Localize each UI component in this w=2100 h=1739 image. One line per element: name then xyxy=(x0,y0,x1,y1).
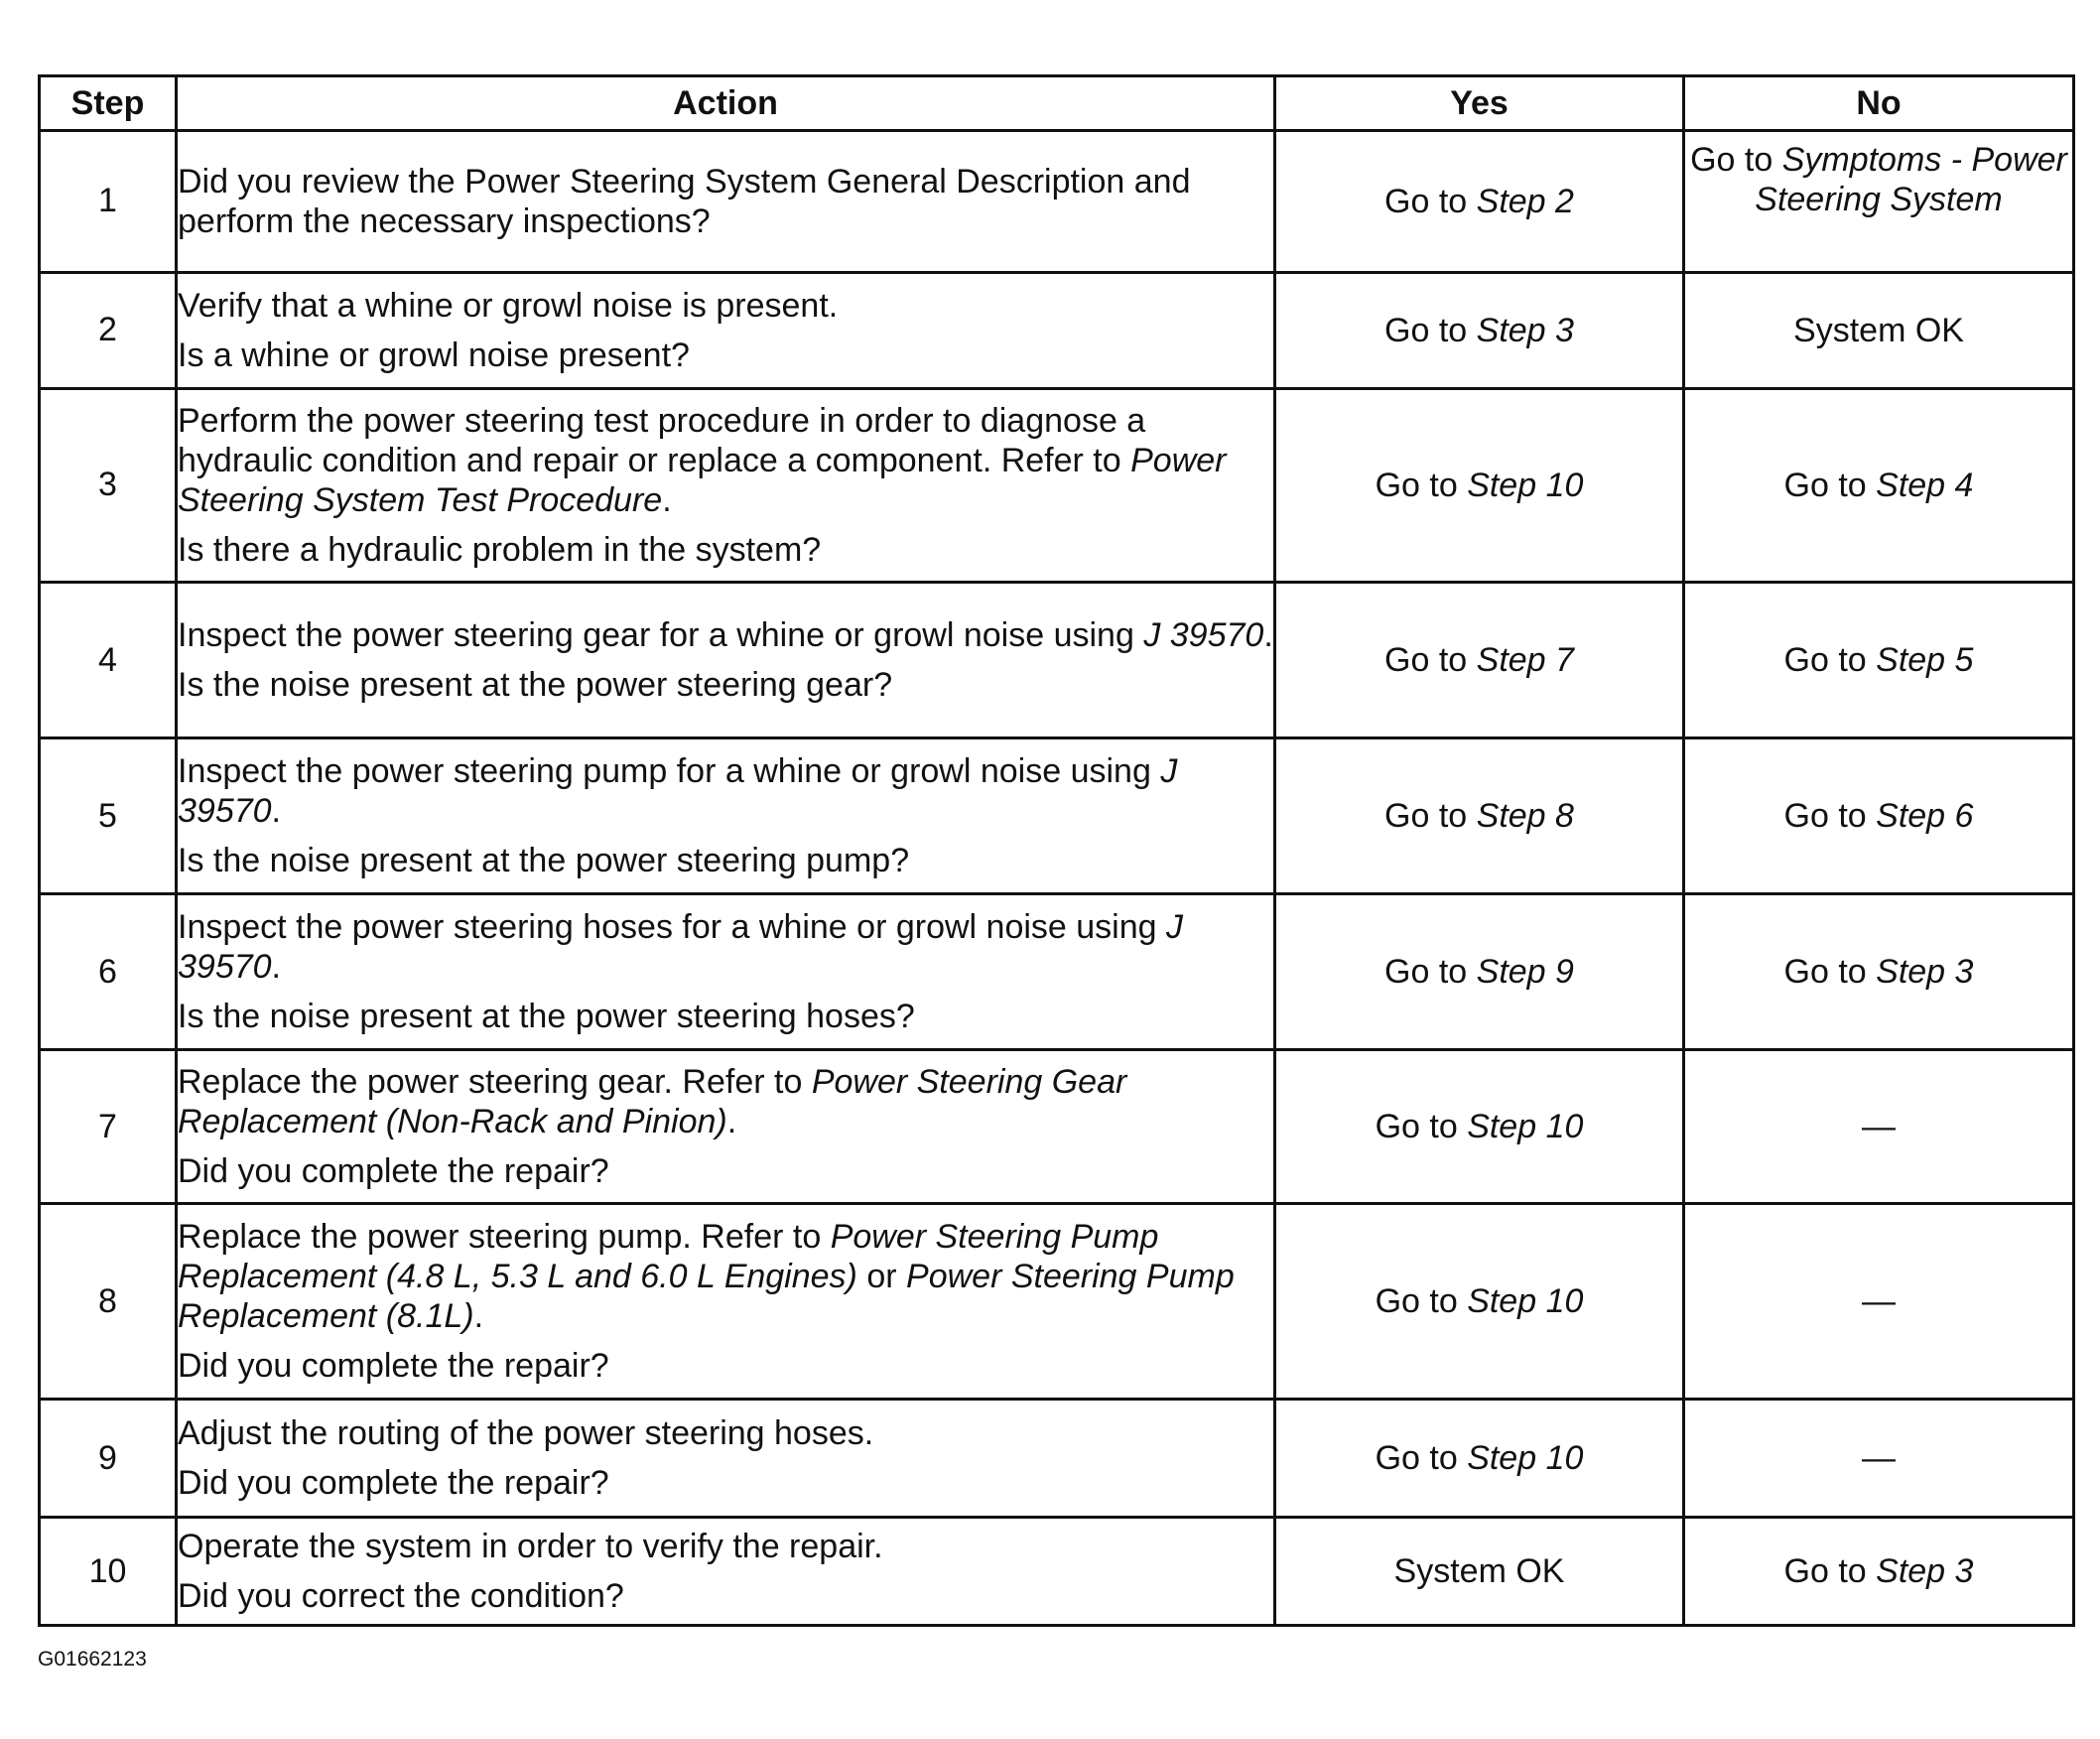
no-cell xyxy=(1684,1050,2074,1204)
action-text xyxy=(178,1062,1273,1141)
question-text: Did you correct the condition? xyxy=(178,1577,624,1616)
question-text: Is the noise present at the power steering pump? xyxy=(178,842,910,880)
yes-prefix: Go to xyxy=(1375,1439,1468,1478)
no-cell xyxy=(1684,131,2074,273)
step-number: 3 xyxy=(40,388,177,582)
action-cell xyxy=(177,1204,1275,1400)
action-reference[interactable]: J 39570 xyxy=(178,752,1178,831)
yes-link[interactable]: Step 9 xyxy=(1476,953,1574,992)
step-number: 7 xyxy=(40,1050,177,1204)
action-reference-2[interactable]: Power Steering Pump Replacement (8.1L) xyxy=(178,1258,1235,1336)
yes-link[interactable]: Step 8 xyxy=(1476,797,1574,836)
no-prefix: Go to xyxy=(1783,797,1877,836)
no-prefix: Go to xyxy=(1783,953,1877,992)
question-text: Did you complete the repair? xyxy=(178,1347,609,1386)
yes-cell xyxy=(1275,272,1684,388)
no-link[interactable]: Step 3 xyxy=(1876,1552,1974,1591)
step-number: 4 xyxy=(40,582,177,737)
action-cell xyxy=(177,1400,1275,1518)
yes-prefix: Go to xyxy=(1375,466,1468,504)
diagnostic-table-container xyxy=(38,74,2072,1627)
yes-link[interactable]: Step 10 xyxy=(1467,1439,1584,1478)
action-text-mid: or xyxy=(856,1258,907,1296)
yes-link[interactable]: Step 10 xyxy=(1467,466,1584,504)
yes-prefix: Go to xyxy=(1375,1108,1468,1146)
table-row xyxy=(40,388,2074,582)
yes-link[interactable]: Step 2 xyxy=(1476,182,1574,220)
yes-prefix: Go to xyxy=(1384,641,1477,679)
question-text: Is a whine or growl noise present? xyxy=(178,335,690,374)
action-cell xyxy=(177,1518,1275,1626)
no-cell xyxy=(1684,1518,2074,1626)
step-number: 10 xyxy=(40,1518,177,1626)
action-text: Adjust the routing of the power steering hoses. xyxy=(178,1414,874,1453)
step-number: 1 xyxy=(40,131,177,273)
action-reference[interactable]: Power Steering System Test Procedure xyxy=(178,441,1227,519)
yes-cell xyxy=(1275,1400,1684,1518)
no-dash: — xyxy=(1862,1282,1896,1321)
yes-link[interactable]: Step 10 xyxy=(1467,1282,1584,1321)
question-text: Did you complete the repair? xyxy=(178,1464,609,1503)
yes-prefix: Go to xyxy=(1384,797,1477,836)
no-prefix: Go to xyxy=(1783,466,1877,504)
action-text xyxy=(178,907,1273,987)
table-row xyxy=(40,1204,2074,1400)
no-cell xyxy=(1684,1204,2074,1400)
step-number: 2 xyxy=(40,272,177,388)
table-row xyxy=(40,131,2074,273)
no-cell xyxy=(1684,388,2074,582)
action-reference[interactable]: Power Steering Pump Replacement (4.8 L, 5.3 L and 6.0 L Engines) xyxy=(178,1218,1159,1296)
action-text-main: Inspect the power steering hoses for a whine or growl noise using xyxy=(178,908,1166,947)
yes-cell xyxy=(1275,1518,1684,1626)
action-text-end: . xyxy=(473,1297,484,1336)
yes-prefix: Go to xyxy=(1375,1282,1468,1321)
action-cell xyxy=(177,582,1275,737)
no-prefix: Go to xyxy=(1783,1552,1877,1591)
yes-cell xyxy=(1275,582,1684,737)
yes-link[interactable]: Step 7 xyxy=(1476,641,1574,679)
action-text xyxy=(178,615,1273,655)
no-cell xyxy=(1684,738,2074,894)
action-cell xyxy=(177,1050,1275,1204)
action-text-end: . xyxy=(662,480,672,519)
no-cell xyxy=(1684,272,2074,388)
action-cell xyxy=(177,131,1275,273)
yes-text: System OK xyxy=(1393,1552,1565,1591)
no-text: System OK xyxy=(1793,311,1964,349)
action-text-main: Inspect the power steering pump for a whine or growl noise using xyxy=(178,752,1161,791)
action-text-end: . xyxy=(271,948,281,987)
action-reference[interactable]: J 39570 xyxy=(1143,616,1264,654)
action-text xyxy=(178,751,1273,831)
no-prefix: Go to xyxy=(1690,141,1782,179)
action-text: Operate the system in order to verify the repair. xyxy=(178,1528,883,1566)
no-cell xyxy=(1684,582,2074,737)
no-prefix: Go to xyxy=(1783,641,1877,679)
step-number: 9 xyxy=(40,1400,177,1518)
question-text: Did you complete the repair? xyxy=(178,1152,609,1191)
no-cell xyxy=(1684,1400,2074,1518)
yes-cell xyxy=(1275,894,1684,1050)
step-number: 8 xyxy=(40,1204,177,1400)
table-row xyxy=(40,738,2074,894)
yes-cell xyxy=(1275,1050,1684,1204)
action-text-main: Inspect the power steering gear for a whine or growl noise using xyxy=(178,616,1144,654)
diagnostic-table xyxy=(38,74,2075,1627)
no-link[interactable]: Symptoms - Power Steering System xyxy=(1755,141,2067,218)
action-text-end: . xyxy=(1263,616,1273,654)
yes-prefix: Go to xyxy=(1384,953,1477,992)
yes-cell xyxy=(1275,1204,1684,1400)
step-number: 5 xyxy=(40,738,177,894)
question-text: Is there a hydraulic problem in the system? xyxy=(178,530,822,569)
action-reference[interactable]: J 39570 xyxy=(178,908,1183,987)
yes-cell xyxy=(1275,388,1684,582)
action-text-main: Replace the power steering gear. Refer to xyxy=(178,1063,812,1102)
action-text: Did you review the Power Steering System General Description and perform the necessary inspections? xyxy=(178,162,1191,240)
yes-cell xyxy=(1275,738,1684,894)
table-row xyxy=(40,272,2074,388)
action-reference[interactable]: Power Steering Gear Replacement (Non-Rack and Pinion) xyxy=(178,1063,1127,1141)
table-row xyxy=(40,1400,2074,1518)
header-row xyxy=(40,76,2074,131)
action-cell xyxy=(177,272,1275,388)
action-text xyxy=(178,401,1273,520)
no-link[interactable]: Step 6 xyxy=(1876,797,1974,836)
action-cell xyxy=(177,738,1275,894)
action-text-main: Perform the power steering test procedure in order to diagnose a hydraulic condition and repair or replace a component. Refer to xyxy=(178,401,1146,479)
header-action: Action xyxy=(177,76,1275,131)
header-yes: Yes xyxy=(1275,76,1684,131)
no-dash: — xyxy=(1862,1108,1896,1146)
yes-prefix: Go to xyxy=(1384,182,1477,220)
step-number: 6 xyxy=(40,894,177,1050)
table-row xyxy=(40,894,2074,1050)
header-no: No xyxy=(1684,76,2074,131)
header-step: Step xyxy=(40,76,177,131)
yes-link[interactable]: Step 10 xyxy=(1467,1108,1584,1146)
table-row xyxy=(40,582,2074,737)
action-cell xyxy=(177,388,1275,582)
no-link[interactable]: Step 5 xyxy=(1876,641,1974,679)
yes-prefix: Go to xyxy=(1384,311,1477,349)
question-text: Is the noise present at the power steering gear? xyxy=(178,666,893,704)
action-cell xyxy=(177,894,1275,1050)
question-text: Is the noise present at the power steering hoses? xyxy=(178,998,915,1036)
no-cell xyxy=(1684,894,2074,1050)
table-row xyxy=(40,1050,2074,1204)
yes-cell xyxy=(1275,131,1684,273)
action-text-end: . xyxy=(726,1103,737,1141)
yes-link[interactable]: Step 3 xyxy=(1476,311,1574,349)
action-text-end: . xyxy=(271,792,281,831)
figure-id: G01662123 xyxy=(38,1648,147,1671)
no-link[interactable]: Step 4 xyxy=(1876,466,1974,504)
no-link[interactable]: Step 3 xyxy=(1876,953,1974,992)
no-dash: — xyxy=(1862,1439,1896,1478)
action-text-main: Replace the power steering pump. Refer to xyxy=(178,1218,831,1257)
table-row xyxy=(40,1518,2074,1626)
action-text: Verify that a whine or growl noise is present. xyxy=(178,286,839,325)
action-text xyxy=(178,1217,1273,1336)
